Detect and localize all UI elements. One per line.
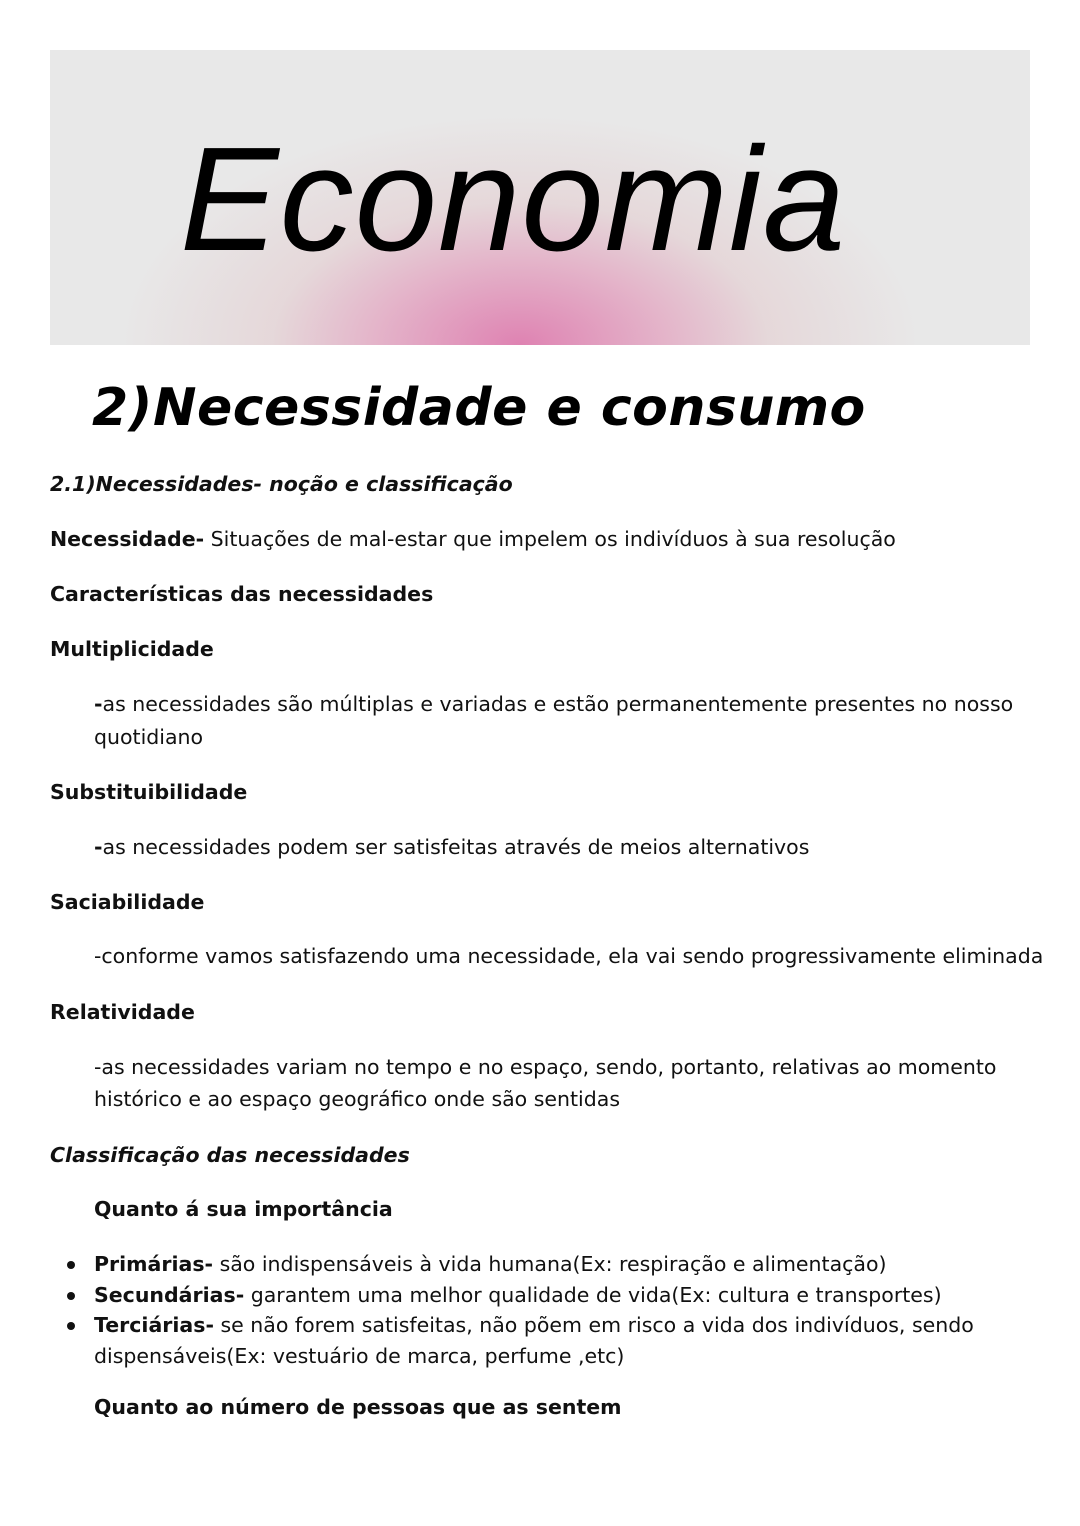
characteristic-title: Saciabilidade (50, 890, 205, 914)
list-item (94, 1279, 942, 1311)
definition-term: Necessidade- (50, 527, 205, 551)
definition-text: Situações de mal-estar que impelem os indivíduos à sua resolução (204, 527, 896, 551)
list-item-term: Terciárias- (94, 1313, 214, 1337)
list-item-text: dispensáveis(Ex: vestuário de marca, perfume ,etc) (94, 1344, 625, 1368)
section-title: 2)Necessidade e consumo (92, 378, 866, 438)
characteristic-dash: - (94, 692, 103, 716)
list-item (94, 1248, 887, 1280)
list-item (94, 1309, 974, 1341)
subsection-title: 2.1)Necessidades- noção e classificação (50, 472, 513, 496)
characteristic-text (94, 831, 809, 863)
header-banner (50, 50, 1030, 345)
classification-heading: Classificação das necessidades (50, 1143, 410, 1167)
definition-line (50, 523, 896, 555)
characteristic-title: Relatividade (50, 1000, 195, 1024)
characteristic-text (94, 688, 1013, 720)
characteristic-text-line: quotidiano (94, 725, 204, 749)
list-item-text: se não forem satisfeitas, não põem em risco a vida dos indivíduos, sendo (213, 1313, 974, 1337)
bullet-icon (67, 1292, 75, 1300)
characteristic-text: -as necessidades variam no tempo e no espaço, sendo, portanto, relativas ao momento (94, 1055, 997, 1079)
list-item-text: garantem uma melhor qualidade de vida(Ex: cultura e transportes) (244, 1283, 942, 1307)
characteristic-dash: - (94, 835, 103, 859)
characteristic-title: Multiplicidade (50, 637, 214, 661)
list-item-term: Secundárias- (94, 1283, 245, 1307)
characteristic-text: -conforme vamos satisfazendo uma necessidade, ela vai sendo progressivamente eliminada (94, 944, 1044, 968)
characteristic-text-line: as necessidades são múltiplas e variadas e estão permanentemente presentes no nosso (102, 692, 1014, 716)
banner-title: Economia (180, 117, 847, 282)
characteristic-text-line: histórico e ao espaço geográfico onde são sentidas (94, 1087, 621, 1111)
characteristics-heading: Características das necessidades (50, 582, 434, 606)
importance-heading: Quanto á sua importância (94, 1197, 393, 1221)
people-heading: Quanto ao número de pessoas que as sentem (94, 1395, 622, 1419)
characteristic-title: Substituibilidade (50, 780, 248, 804)
list-item-term: Primárias- (94, 1252, 214, 1276)
characteristic-text-line: as necessidades podem ser satisfeitas através de meios alternativos (102, 835, 810, 859)
bullet-icon (67, 1261, 75, 1269)
bullet-icon (67, 1322, 75, 1330)
list-item-text: são indispensáveis à vida humana(Ex: respiração e alimentação) (213, 1252, 887, 1276)
